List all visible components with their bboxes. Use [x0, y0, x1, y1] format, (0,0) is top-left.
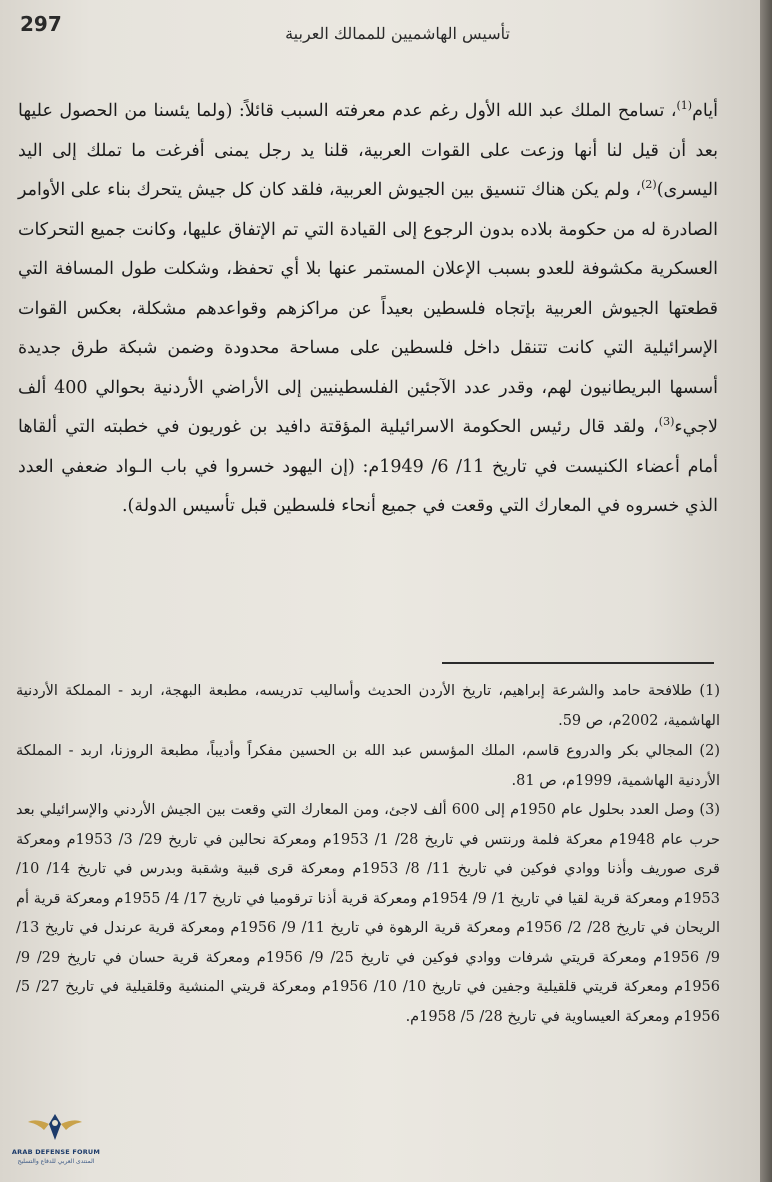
footnote-ref-1: (1)	[676, 99, 693, 113]
body-segment: ، تسامح الملك عبد الله الأول رغم عدم معرفته السبب قائلاً: (ولما يئسنا من الحصول عليها بعد أن قيل لنا أنها وزعت على القوات العربية، قلنا يد رجل يمنى أفرغت ما تملك إلى اليد اليسرى)	[18, 101, 718, 200]
body-segment: ، ولم يكن هناك تنسيق بين الجيوش العربية، فلقد كان كل جيش يتحرك بناء على الأوامر الصادرة له من حكومة بلاده بدون الرجوع إلى القيادة التي تم الإتفاق عليها، وكانت جميع التحركات العسكرية مكشوفة للعدو بسبب الإعلان المستمر عنها بلا أي تحفظ، وشكلت طول المسافة التي قطعتها الجيوش العربية بإتجاه فلسطين بعيداً عن مراكزهم وقواعدهم مشكلة، بعكس القوات الإسرائيلية التي كانت تتنقل داخل فلسطين على مساحة محدودة وضمن شبكة طرق جديدة أسسها البريطانيون لهم، وقدر عدد الآجئين الفلسطينيين إلى الأراضي الأردنية بحوالي 400 ألف لاجيء	[18, 180, 719, 437]
footnote-ref-3: (3)	[658, 415, 675, 429]
body-paragraph	[18, 92, 718, 527]
watermark-name: ARAB DEFENSE FORUM	[11, 1148, 101, 1156]
page-number: 297	[20, 12, 62, 36]
eagle-logo-icon	[26, 1110, 84, 1146]
page-header	[20, 12, 730, 48]
forum-watermark	[6, 1110, 106, 1172]
footnote-2: (2) المجالي بكر والدروع قاسم، الملك المؤسس عبد الله بن الحسين مفكراً وأديباً، مطبعة الروزنا، اربد - المملكة الأردنية الهاشمية، 1999م، ص 81.	[16, 743, 720, 789]
footnote-3: (3) وصل العدد بحلول عام 1950م إلى 600 ألف لاجئ، ومن المعارك التي وقعت بين الجيش الأردني والإسرائيلي بعد حرب عام 1948م معركة فلمة ورنتس في تاريخ 28/ 1/ 1953م ومعركة نحالين في تاريخ 29/ 3/ 1953م ومعركة قرى صوريف وأذنا ووادي فوكين في تاريخ 11/ 8/ 1953م ومعركة قرى قبية وشقبة وبدرس في تاريخ 14/ 10/ 1953م ومعركة قرية لقيا في تاريخ 1/ 9/ 1954م ومعركة قرية أذنا ترقوميا في تاريخ 17/ 4/ 1955م ومعركة قرية أم الريحان في تاريخ 28/ 2/ 1956م ومعركة قرية الرهوة في تاريخ 11/ 9/ 1956م ومعركة قرية عرندل في تاريخ 13/ 9/ 1956م ومعركة قريتي شرفات ووادي فوكين في تاريخ 25/ 9/ 1956م ومعركة قرية حسان في تاريخ 29/ 9/ 1956م ومعركة قريتي قلقيلية وجفين في تاريخ 10/ 10/ 1956م ومعركة قريتي المنشية وقلقيلية في تاريخ 27/ 5/ 1956م ومعركة العيساوية في تاريخ 28/ 5/ 1958م.	[16, 802, 721, 1025]
page-edge-shadow	[760, 0, 772, 1182]
footnote-ref-2: (2)	[641, 178, 657, 192]
footnote-1: (1) طلافحة حامد والشرعة إبراهيم، تاريخ الأردن الحديث وأساليب تدريسه، مطبعة البهجة، اربد - المملكة الأردنية الهاشمية، 2002م، ص 59.	[16, 683, 720, 729]
watermark-subtitle: المنتدى العربي للدفاع والتسليح	[17, 1158, 95, 1165]
footnotes	[16, 676, 720, 1032]
main-text	[18, 92, 718, 527]
body-segment: ، ولقد قال رئيس الحكومة الاسرائيلية المؤقتة دافيد بن غوريون في خطبته التي ألقاها أمام أعضاء الكنيست في تاريخ 11/ 6/ 1949م: (إن اليهود خسروا في باب الـواد ضعفي العدد الذي خسروه في المعارك التي وقعت في جميع أنحاء فلسطين قبل تأسيس الدولة).	[18, 417, 718, 516]
body-segment: أيام	[692, 101, 718, 121]
running-title: تأسيس الهاشميين للممالك العربية	[285, 24, 510, 43]
footnote-divider	[442, 662, 714, 664]
